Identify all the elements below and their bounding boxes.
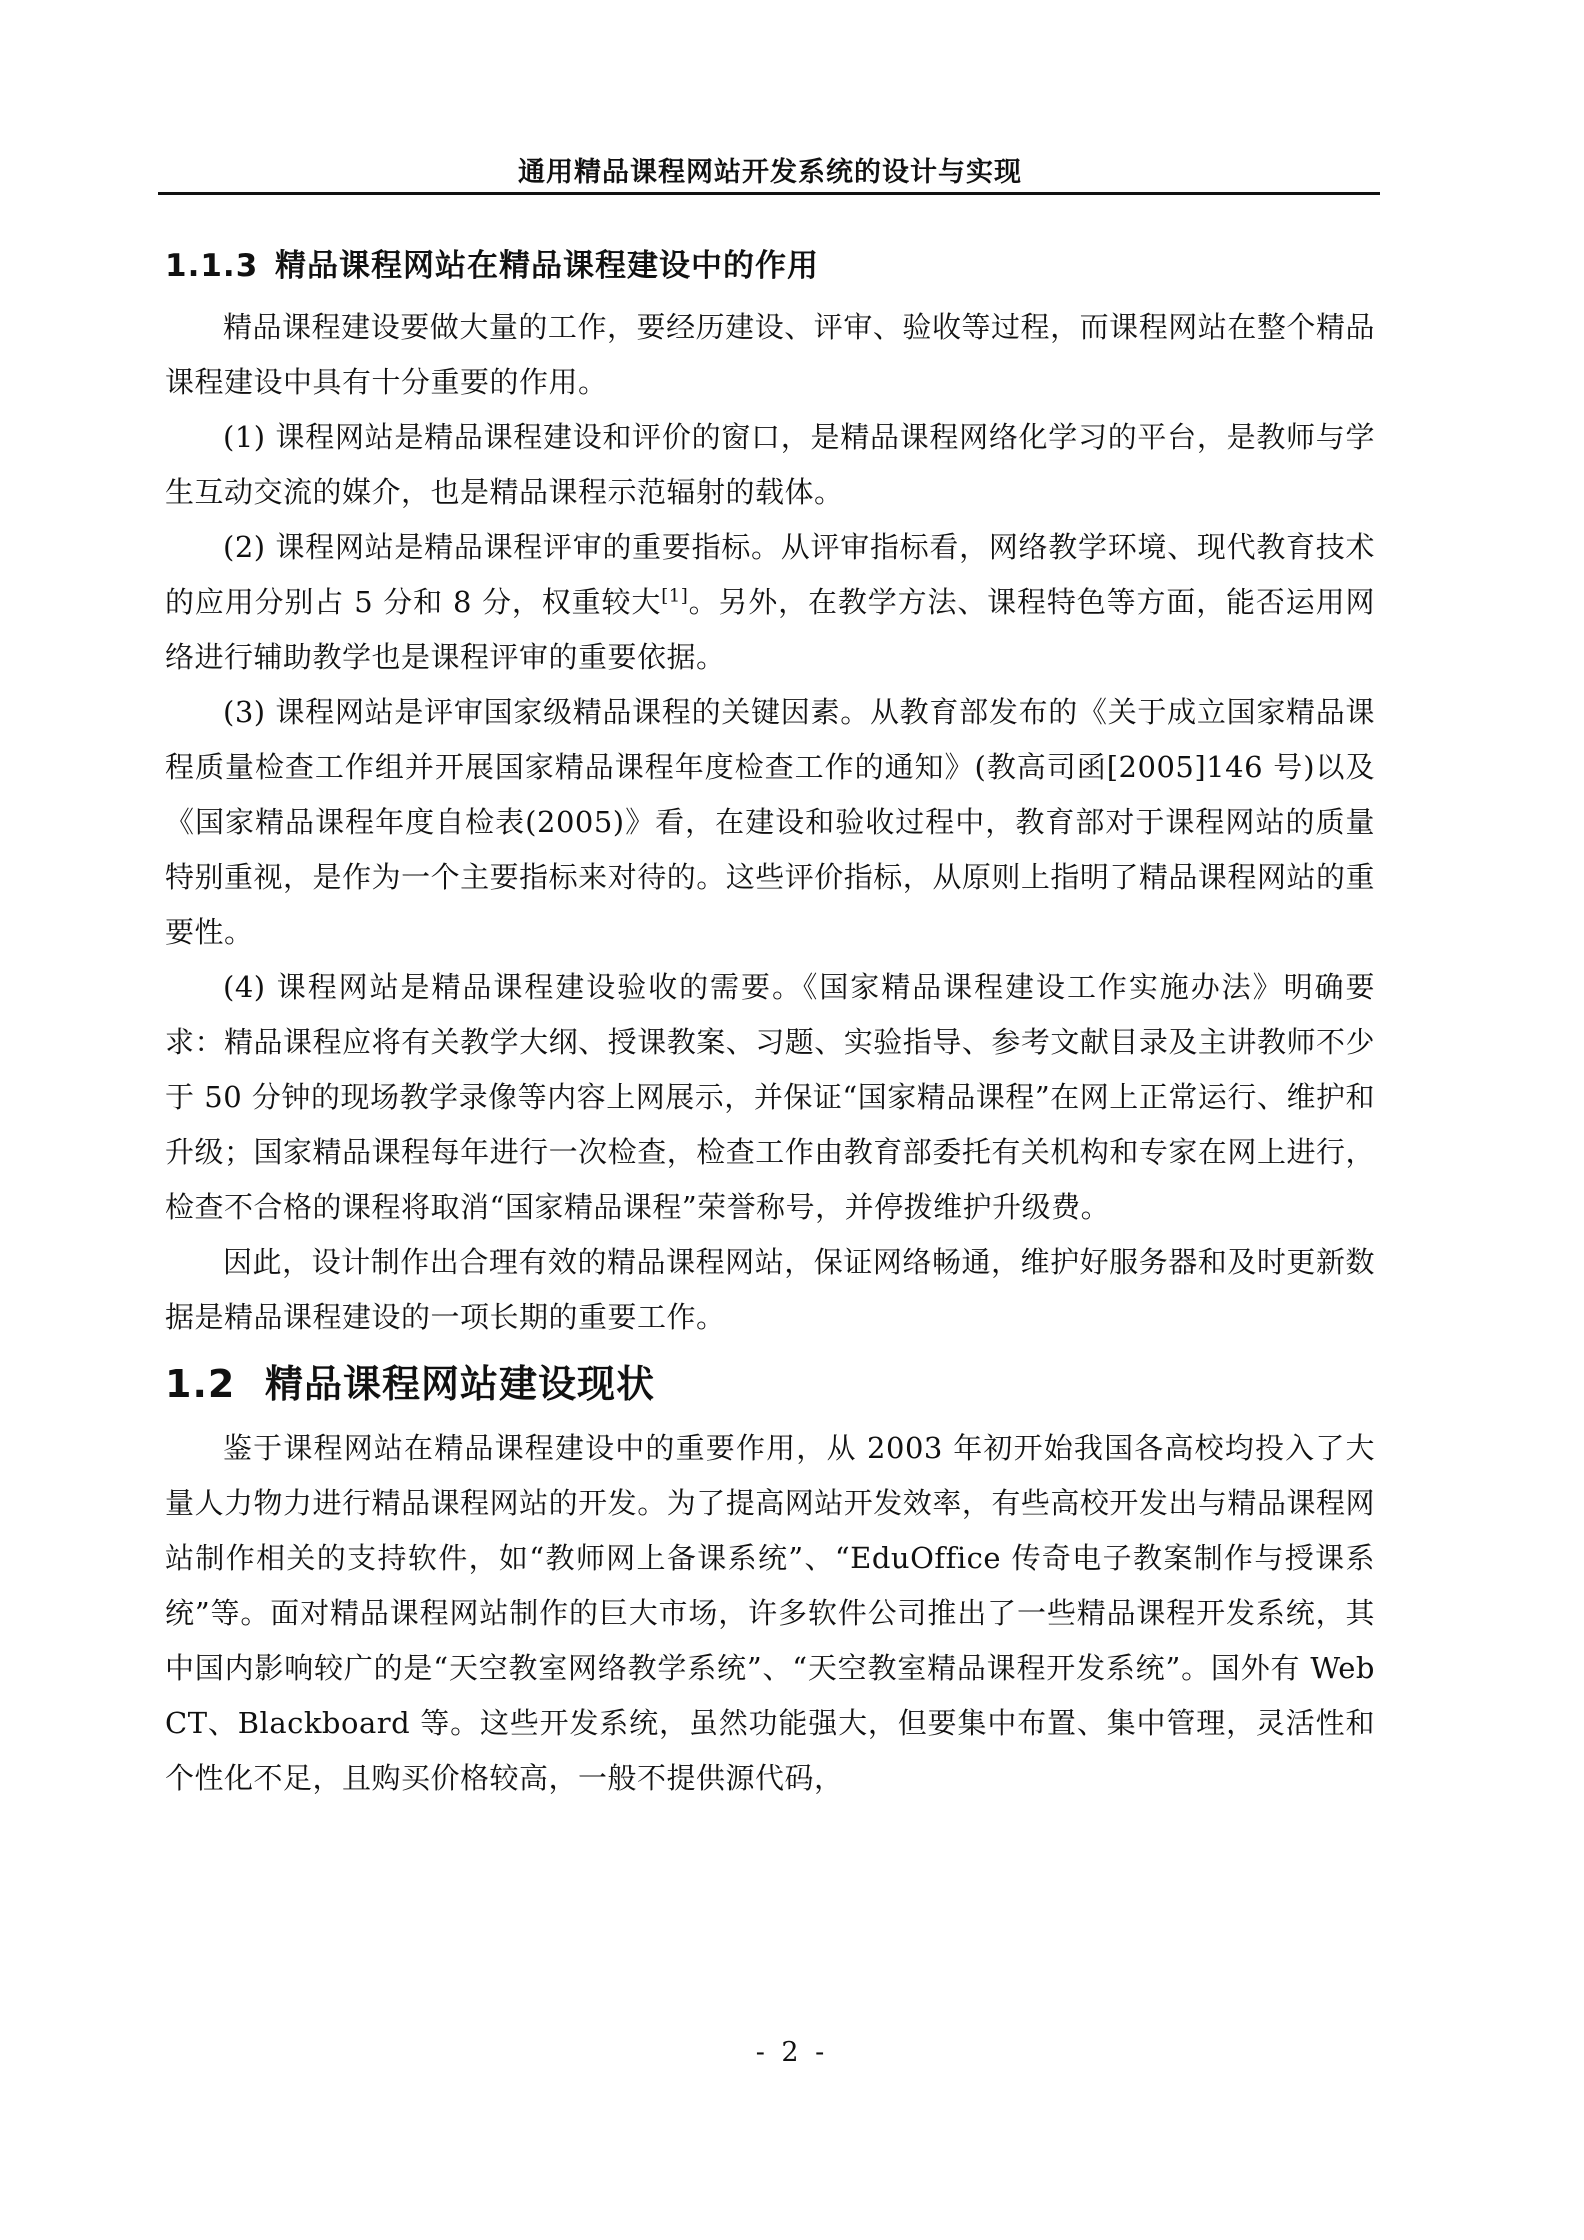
- item-2-text-a: (2) 课程网站是精品课程评审的重要指标。从评审指标看，网络教学环境、现代教育技术的应用分别占 5 分和 8 分，权重较大: [165, 530, 1375, 619]
- section-number: 1.1.3: [165, 248, 259, 284]
- section-number: 1.2: [165, 1362, 236, 1406]
- paragraph-conclusion: 因此，设计制作出合理有效的精品课程网站，保证网络畅通，维护好服务器和及时更新数据是精品课程建设的一项长期的重要工作。: [165, 1245, 1375, 1334]
- paragraph-intro: 精品课程建设要做大量的工作，要经历建设、评审、验收等过程，而课程网站在整个精品课程建设中具有十分重要的作用。: [165, 310, 1375, 399]
- section-title: 精品课程网站在精品课程建设中的作用: [275, 248, 819, 284]
- page-number: - 2 -: [755, 2037, 829, 2068]
- header-rule: [158, 192, 1380, 195]
- running-header-title: 通用精品课程网站开发系统的设计与实现: [518, 157, 1022, 188]
- paragraph-item-3: (3) 课程网站是评审国家级精品课程的关键因素。从教育部发布的《关于成立国家精品课程质量检查工作组并开展国家精品课程年度检查工作的通知》(教高司函[2005]146 号)以及《国家精品课程年度自检表(2005)》看，在建设和验收过程中，教育部对于课程网站的质量特别重视，是作为一个主要指标来对待的。这些评价指标，从原则上指明了精品课程网站的重要性。: [165, 695, 1375, 949]
- item-2-text-b: 。另外，在教学方法、课程特色等方面，能否运用网络进行辅助教学也是课程评审的重要依据。: [165, 585, 1375, 674]
- paragraph-item-2: [165, 520, 1375, 685]
- page-content: [165, 238, 1375, 1806]
- paragraph-item-1: (1) 课程网站是精品课程建设和评价的窗口，是精品课程网络化学习的平台，是教师与学生互动交流的媒介，也是精品课程示范辐射的载体。: [165, 420, 1375, 509]
- section-heading-1-1-3: [165, 238, 1375, 294]
- paragraph-item-4: (4) 课程网站是精品课程建设验收的需要。《国家精品课程建设工作实施办法》明确要求：精品课程应将有关教学大纲、授课教案、习题、实验指导、参考文献目录及主讲教师不少于 50 分钟的现场教学录像等内容上网展示，并保证“国家精品课程”在网上正常运行、维护和升级；国家精品课程每年进行一次检查，检查工作由教育部委托有关机构和专家在网上进行，检查不合格的课程将取消“国家精品课程”荣誉称号，并停拨维护升级费。: [165, 970, 1375, 1224]
- citation-reference: [1]: [661, 585, 689, 607]
- paragraph-status: 鉴于课程网站在精品课程建设中的重要作用，从 2003 年初开始我国各高校均投入了大量人力物力进行精品课程网站的开发。为了提高网站开发效率，有些高校开发出与精品课程网站制作相关的支持软件，如“教师网上备课系统”、“EduOffice 传奇电子教案制作与授课系统”等。面对精品课程网站制作的巨大市场，许多软件公司推出了一些精品课程开发系统，其中国内影响较广的是“天空教室网络教学系统”、“天空教室精品课程开发系统”。国外有 Web CT、Blackboard 等。这些开发系统，虽然功能强大，但要集中布置、集中管理，灵活性和个性化不足，且购买价格较高，一般不提供源代码，: [165, 1431, 1375, 1795]
- section-heading-1-2: [165, 1351, 1375, 1417]
- section-title: 精品课程网站建设现状: [265, 1362, 656, 1406]
